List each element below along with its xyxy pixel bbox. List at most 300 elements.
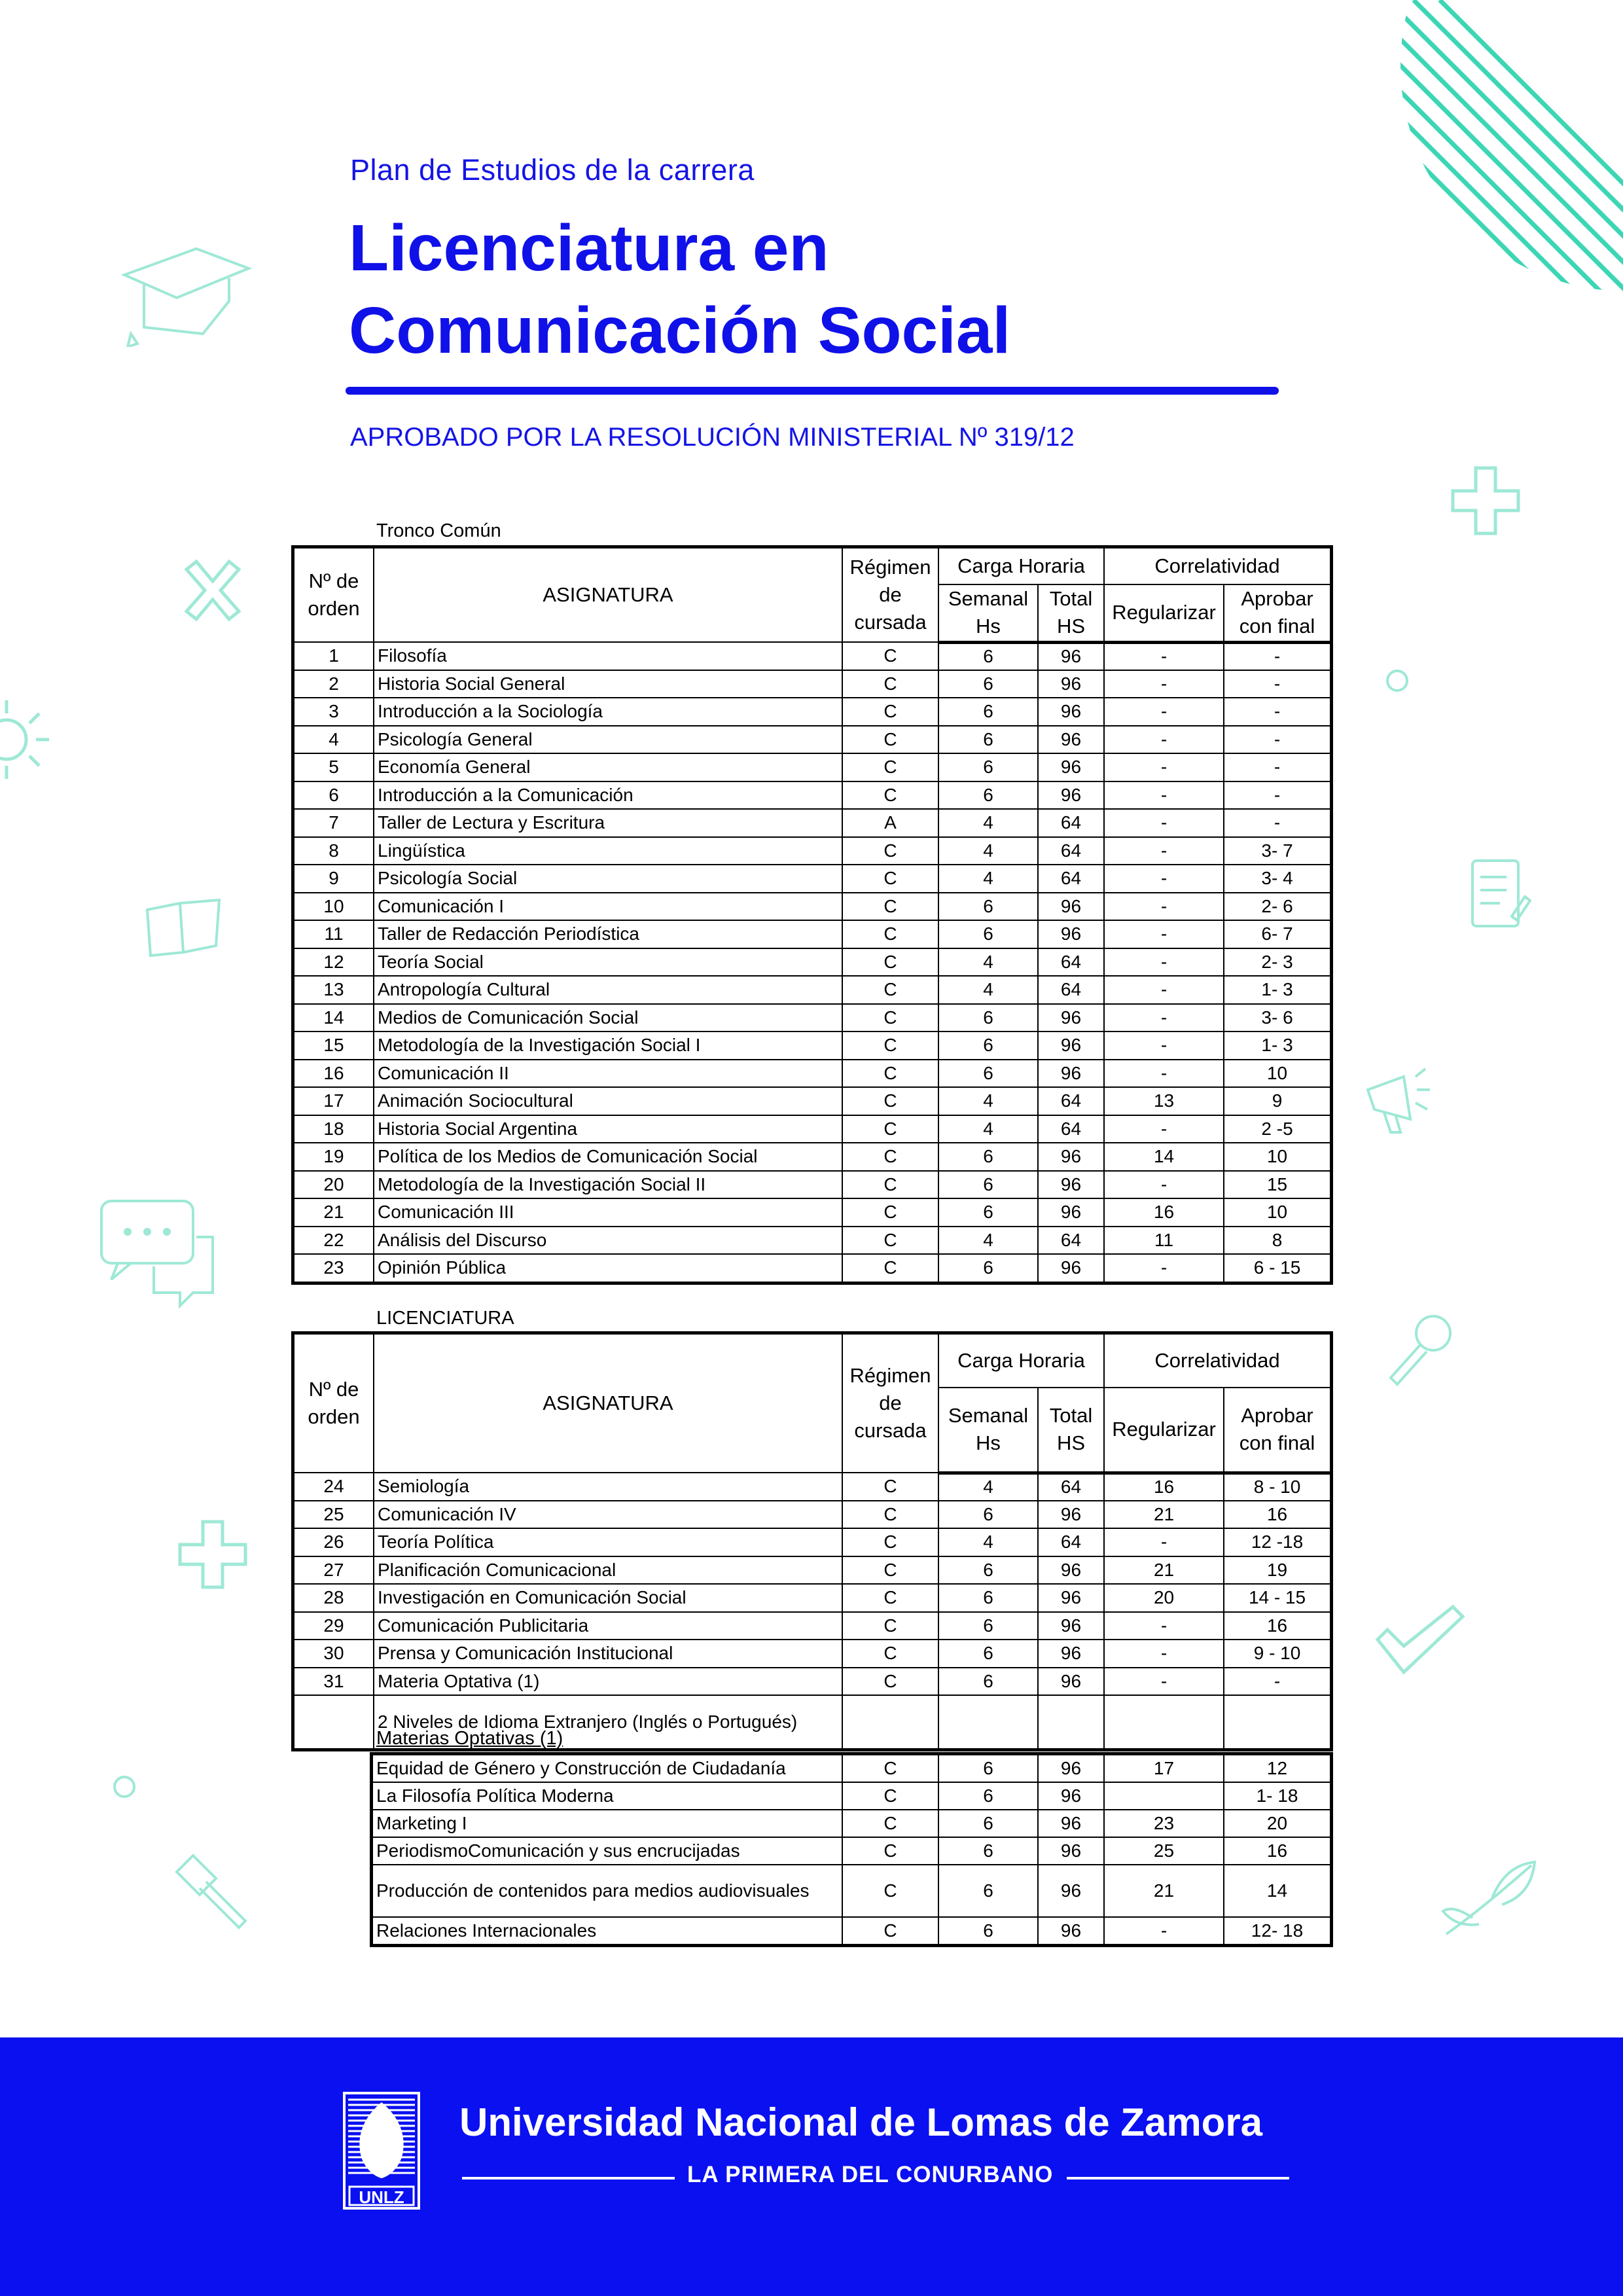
table-cell: 17 xyxy=(1104,1755,1224,1782)
table-cell: 6 xyxy=(938,1865,1038,1917)
header-regularizar: Regularizar xyxy=(1104,584,1224,642)
table-cell: 14 xyxy=(294,1004,374,1032)
table-cell: 4 xyxy=(938,1087,1038,1115)
table-cell: Psicología General xyxy=(374,726,842,754)
table-cell: 6 xyxy=(938,1556,1038,1585)
table-cell: 16 xyxy=(1224,1837,1330,1865)
section-label-licenciatura: LICENCIATURA xyxy=(376,1308,514,1329)
table-cell: 2- 6 xyxy=(1224,893,1330,921)
table-cell: 6 xyxy=(938,1837,1038,1865)
table-cell xyxy=(1104,1782,1224,1810)
table-cell: - xyxy=(1224,809,1330,837)
table-cell xyxy=(842,1695,938,1749)
table-cell: 12 xyxy=(294,948,374,977)
table-cell: 96 xyxy=(1038,1837,1104,1865)
table-cell: PeriodismoComunicación y sus encrucijadas xyxy=(372,1837,842,1865)
table-row xyxy=(294,753,1330,781)
table-cell: 11 xyxy=(1104,1227,1224,1255)
table-row xyxy=(294,726,1330,754)
table-cell: Medios de Comunicación Social xyxy=(374,1004,842,1032)
table-cell: 64 xyxy=(1038,865,1104,893)
table-cell: 6 xyxy=(938,781,1038,810)
table-cell: 64 xyxy=(1038,837,1104,865)
table-cell xyxy=(1104,1695,1224,1749)
table-cell: 31 xyxy=(294,1668,374,1696)
header-carga-horaria: Carga Horaria xyxy=(938,548,1104,584)
table-row xyxy=(294,1031,1330,1060)
table-cell: 15 xyxy=(294,1031,374,1060)
table-cell: 96 xyxy=(1038,1254,1104,1282)
title-line-2: Comunicación Social xyxy=(349,294,1011,367)
header-regularizar: Regularizar xyxy=(1104,1388,1224,1473)
table-cell: C xyxy=(842,1528,938,1556)
table-cell xyxy=(938,1695,1038,1749)
table-cell: 6 xyxy=(938,1640,1038,1668)
section-label-tronco: Tronco Común xyxy=(376,520,501,541)
table-cell: 12 xyxy=(1224,1755,1330,1782)
table-cell: 96 xyxy=(1038,1640,1104,1668)
table-cell: Producción de contenidos para medios audiovisuales xyxy=(372,1865,842,1917)
table-row xyxy=(294,865,1330,893)
university-name: Universidad Nacional de Lomas de Zamora xyxy=(459,2100,1263,2144)
stripe-circle-decoration xyxy=(1400,0,1623,301)
table-cell: 6 xyxy=(938,642,1038,670)
table-cell: A xyxy=(842,809,938,837)
table-cell: 4 xyxy=(938,976,1038,1004)
table-cell: 96 xyxy=(1038,1556,1104,1585)
table-cell: Comunicación II xyxy=(374,1060,842,1088)
table-cell: Filosofía xyxy=(374,642,842,670)
tagline-rule-left xyxy=(462,2177,675,2179)
table-row xyxy=(372,1810,1330,1837)
table-cell: - xyxy=(1104,920,1224,948)
table-cell: Relaciones Internacionales xyxy=(372,1917,842,1945)
table-cell: C xyxy=(842,1837,938,1865)
table-cell: 20 xyxy=(1104,1584,1224,1612)
table-cell: 21 xyxy=(1104,1865,1224,1917)
table-cell: - xyxy=(1104,1031,1224,1060)
table-cell: 5 xyxy=(294,753,374,781)
table-cell: 4 xyxy=(938,837,1038,865)
leaf-icon xyxy=(1440,1859,1541,1944)
table-cell: 96 xyxy=(1038,781,1104,810)
header-total: Total HS xyxy=(1038,584,1104,642)
table-cell: 17 xyxy=(294,1087,374,1115)
table-cell: C xyxy=(842,1473,938,1501)
header-regimen: Régimen de cursada xyxy=(842,1334,938,1473)
table-cell: C xyxy=(842,1087,938,1115)
megaphone-icon xyxy=(1358,1064,1433,1136)
table-cell: 96 xyxy=(1038,920,1104,948)
table-cell: C xyxy=(842,1115,938,1143)
table-cell: 23 xyxy=(1104,1810,1224,1837)
table-cell: 26 xyxy=(294,1528,374,1556)
table-cell: C xyxy=(842,1917,938,1945)
table-cell: 16 xyxy=(1224,1612,1330,1640)
table-row xyxy=(294,1198,1330,1227)
table-row xyxy=(372,1917,1330,1945)
table-cell: 3- 4 xyxy=(1224,865,1330,893)
table-row xyxy=(294,809,1330,837)
table-row xyxy=(294,698,1330,726)
table-cell: C xyxy=(842,1143,938,1171)
table-row xyxy=(294,670,1330,698)
table-cell: 30 xyxy=(294,1640,374,1668)
table-cell: C xyxy=(842,1865,938,1917)
table-cell: 96 xyxy=(1038,1612,1104,1640)
table-cell: 19 xyxy=(294,1143,374,1171)
graduation-cap-icon xyxy=(118,236,255,347)
table-cell: Comunicación IV xyxy=(374,1501,842,1529)
table-cell: 96 xyxy=(1038,642,1104,670)
table-cell: 10 xyxy=(1224,1143,1330,1171)
table-cell: 12 -18 xyxy=(1224,1528,1330,1556)
table-cell: C xyxy=(842,865,938,893)
table-cell: 6 xyxy=(938,1143,1038,1171)
table-cell: - xyxy=(1104,865,1224,893)
table-cell: 64 xyxy=(1038,976,1104,1004)
page-title xyxy=(349,207,1010,372)
table-cell: 4 xyxy=(938,948,1038,977)
table-cell: Política de los Medios de Comunicación Social xyxy=(374,1143,842,1171)
table-cell: 6 xyxy=(938,1782,1038,1810)
table-row xyxy=(294,1584,1330,1612)
table-cell: Taller de Redacción Periodística xyxy=(374,920,842,948)
table-row xyxy=(294,1473,1330,1501)
table-cell: - xyxy=(1224,726,1330,754)
table-row xyxy=(294,1060,1330,1088)
table-cell: Historia Social General xyxy=(374,670,842,698)
table-cell: - xyxy=(1104,1668,1224,1696)
header-semanal: Semanal Hs xyxy=(938,584,1038,642)
table-cell: C xyxy=(842,920,938,948)
table-cell: 2- 3 xyxy=(1224,948,1330,977)
table-cell: 14 xyxy=(1224,1865,1330,1917)
table-cell: C xyxy=(842,698,938,726)
table-cell: C xyxy=(842,1612,938,1640)
table-cell: 14 - 15 xyxy=(1224,1584,1330,1612)
table-row xyxy=(294,781,1330,810)
table-row xyxy=(294,837,1330,865)
table-cell: - xyxy=(1224,698,1330,726)
table-cell: C xyxy=(842,1254,938,1282)
table-cell: - xyxy=(1224,670,1330,698)
table-cell: 14 xyxy=(1104,1143,1224,1171)
table-cell: 64 xyxy=(1038,1087,1104,1115)
table-cell: - xyxy=(1224,1668,1330,1696)
table-cell: - xyxy=(1104,1171,1224,1199)
table-row xyxy=(294,1556,1330,1585)
table-cell: 18 xyxy=(294,1115,374,1143)
table-cell: Metodología de la Investigación Social II xyxy=(374,1171,842,1199)
table-cell: Comunicación III xyxy=(374,1198,842,1227)
table-cell: 23 xyxy=(294,1254,374,1282)
table-row xyxy=(294,642,1330,670)
optativas-rows xyxy=(372,1755,1330,1945)
table-row xyxy=(294,920,1330,948)
table-cell: - xyxy=(1104,1004,1224,1032)
plus-icon-2 xyxy=(177,1518,249,1590)
table-cell: C xyxy=(842,1640,938,1668)
table-cell: 10 xyxy=(1224,1060,1330,1088)
table-cell: 1- 3 xyxy=(1224,976,1330,1004)
table-cell: 6 xyxy=(938,1755,1038,1782)
table-cell: Historia Social Argentina xyxy=(374,1115,842,1143)
table-row xyxy=(294,976,1330,1004)
unlz-logo xyxy=(343,2092,420,2210)
table-cell: 96 xyxy=(1038,1755,1104,1782)
close-x-icon xyxy=(180,556,245,628)
table-cell: 3- 6 xyxy=(1224,1004,1330,1032)
table-cell: 96 xyxy=(1038,1917,1104,1945)
table-cell: 6 xyxy=(938,670,1038,698)
table-cell: Antropología Cultural xyxy=(374,976,842,1004)
table-row xyxy=(372,1865,1330,1917)
table-cell: - xyxy=(1104,837,1224,865)
table-cell: 8 xyxy=(294,837,374,865)
section-label-optativas: Materias Optativas (1) xyxy=(376,1728,563,1749)
table-cell: 96 xyxy=(1038,1060,1104,1088)
table-cell: 96 xyxy=(1038,1171,1104,1199)
table-cell: - xyxy=(1224,781,1330,810)
table-cell: Animación Sociocultural xyxy=(374,1087,842,1115)
table-cell: Psicología Social xyxy=(374,865,842,893)
table-cell: C xyxy=(842,1171,938,1199)
table-cell: 6 xyxy=(938,1917,1038,1945)
table-row xyxy=(372,1755,1330,1782)
table-cell: - xyxy=(1104,1640,1224,1668)
table-cell: 2 xyxy=(294,670,374,698)
header-asignatura: ASIGNATURA xyxy=(374,1334,842,1473)
table-cell: 96 xyxy=(1038,698,1104,726)
table-cell: - xyxy=(1104,726,1224,754)
table-cell: C xyxy=(842,1810,938,1837)
table-cell: 4 xyxy=(938,1473,1038,1501)
table-cell: - xyxy=(1104,753,1224,781)
table-cell: 4 xyxy=(938,1528,1038,1556)
table-cell: 64 xyxy=(1038,948,1104,977)
header-aprobar: Aprobar con final xyxy=(1224,1388,1330,1473)
table-cell xyxy=(1038,1695,1104,1749)
table-cell: C xyxy=(842,1060,938,1088)
table-cell: 96 xyxy=(1038,1143,1104,1171)
optativas-table xyxy=(372,1754,1331,1945)
table-cell: 6 xyxy=(938,893,1038,921)
small-circle-icon-2 xyxy=(111,1774,137,1800)
table-row xyxy=(294,1087,1330,1115)
table-cell: - xyxy=(1104,1115,1224,1143)
table-cell: - xyxy=(1104,893,1224,921)
table-cell: C xyxy=(842,1668,938,1696)
table-row xyxy=(294,1227,1330,1255)
table-row xyxy=(294,1668,1330,1696)
table-row xyxy=(294,1254,1330,1282)
small-circle-icon xyxy=(1384,668,1410,694)
table-cell: Semiología xyxy=(374,1473,842,1501)
title-underline xyxy=(346,387,1279,395)
table-cell: 6- 7 xyxy=(1224,920,1330,948)
table-cell: 6 xyxy=(938,1584,1038,1612)
table-cell: - xyxy=(1104,670,1224,698)
table-cell: 64 xyxy=(1038,1115,1104,1143)
table-row xyxy=(372,1837,1330,1865)
table-cell: C xyxy=(842,948,938,977)
table-cell xyxy=(1224,1695,1330,1749)
table-cell: 21 xyxy=(294,1198,374,1227)
table-cell: 96 xyxy=(1038,753,1104,781)
table-cell: 4 xyxy=(938,865,1038,893)
table-cell: Comunicación I xyxy=(374,893,842,921)
table-cell: Materia Optativa (1) xyxy=(374,1668,842,1696)
table-cell: 9 xyxy=(294,865,374,893)
table-cell: 28 xyxy=(294,1584,374,1612)
table-cell: 6 xyxy=(938,1171,1038,1199)
table-cell: 96 xyxy=(1038,1198,1104,1227)
table-cell: 1 xyxy=(294,642,374,670)
table-cell: - xyxy=(1104,1612,1224,1640)
header-semanal: Semanal Hs xyxy=(938,1388,1038,1473)
microphone-icon xyxy=(1384,1312,1456,1388)
table-cell: 6 xyxy=(938,920,1038,948)
table-cell: 4 xyxy=(938,809,1038,837)
table-row xyxy=(294,1115,1330,1143)
tagline-rule-right xyxy=(1067,2177,1289,2179)
table-cell: 16 xyxy=(1104,1473,1224,1501)
gavel-icon xyxy=(170,1852,249,1931)
table-cell: 6 xyxy=(938,1501,1038,1529)
table-cell: Teoría Política xyxy=(374,1528,842,1556)
table-cell: 25 xyxy=(1104,1837,1224,1865)
table-cell: 96 xyxy=(1038,1501,1104,1529)
table-cell: 6 xyxy=(938,1031,1038,1060)
chat-bubbles-icon xyxy=(98,1198,219,1312)
table-row xyxy=(294,1528,1330,1556)
table-row xyxy=(294,1171,1330,1199)
resolution-subtitle: APROBADO POR LA RESOLUCIÓN MINISTERIAL Nº 319/12 xyxy=(350,423,1075,452)
table-cell: 6 xyxy=(938,1060,1038,1088)
table-cell: C xyxy=(842,1556,938,1585)
table-cell: C xyxy=(842,837,938,865)
table-cell: 6 xyxy=(938,1254,1038,1282)
gear-icon xyxy=(0,681,59,798)
header-orden: Nº de orden xyxy=(294,1334,374,1473)
table-cell: - xyxy=(1104,698,1224,726)
checkmark-icon xyxy=(1374,1604,1466,1676)
table-cell: C xyxy=(842,726,938,754)
table-cell: Prensa y Comunicación Institucional xyxy=(374,1640,842,1668)
header-correlatividad: Correlatividad xyxy=(1104,1334,1330,1388)
table-cell: C xyxy=(842,1198,938,1227)
table-cell: Opinión Pública xyxy=(374,1254,842,1282)
table-cell: 11 xyxy=(294,920,374,948)
table-cell: 9 - 10 xyxy=(1224,1640,1330,1668)
table-cell: 16 xyxy=(294,1060,374,1088)
table-cell: 13 xyxy=(294,976,374,1004)
table-cell: 27 xyxy=(294,1556,374,1585)
table-cell: 64 xyxy=(1038,1227,1104,1255)
table-cell: 4 xyxy=(294,726,374,754)
table-cell: Equidad de Género y Construcción de Ciudadanía xyxy=(372,1755,842,1782)
table-cell: 13 xyxy=(1104,1087,1224,1115)
table-cell: 96 xyxy=(1038,1810,1104,1837)
table-row xyxy=(294,1640,1330,1668)
table-cell: Comunicación Publicitaria xyxy=(374,1612,842,1640)
table-cell: 9 xyxy=(1224,1087,1330,1115)
table-cell: 6 xyxy=(294,781,374,810)
table-cell: 6 xyxy=(938,698,1038,726)
table-cell: C xyxy=(842,1782,938,1810)
table-cell xyxy=(294,1695,374,1749)
table-cell: 21 xyxy=(1104,1501,1224,1529)
table-cell: Lingüística xyxy=(374,837,842,865)
table-cell: 6 xyxy=(938,753,1038,781)
table-cell: 1- 18 xyxy=(1224,1782,1330,1810)
table-cell: 3- 7 xyxy=(1224,837,1330,865)
table-cell: 1- 3 xyxy=(1224,1031,1330,1060)
header-aprobar: Aprobar con final xyxy=(1224,584,1330,642)
table-header xyxy=(294,1334,1330,1473)
checklist-icon xyxy=(1466,854,1531,939)
table-row xyxy=(294,1004,1330,1032)
table-cell: 20 xyxy=(294,1171,374,1199)
table-cell: 4 xyxy=(938,1115,1038,1143)
table-cell: Marketing I xyxy=(372,1810,842,1837)
table-cell: 2 -5 xyxy=(1224,1115,1330,1143)
table-cell: 8 - 10 xyxy=(1224,1473,1330,1501)
table-cell: 8 xyxy=(1224,1227,1330,1255)
header-orden: Nº de orden xyxy=(294,548,374,642)
table-cell: 24 xyxy=(294,1473,374,1501)
table-cell: 96 xyxy=(1038,1782,1104,1810)
table-cell: - xyxy=(1104,948,1224,977)
table-cell: 6 xyxy=(938,1004,1038,1032)
table-cell: - xyxy=(1104,642,1224,670)
table-cell: 96 xyxy=(1038,1031,1104,1060)
table-cell: C xyxy=(842,1501,938,1529)
table-cell: C xyxy=(842,753,938,781)
table-cell: C xyxy=(842,976,938,1004)
table-cell: 10 xyxy=(1224,1198,1330,1227)
table-cell: C xyxy=(842,1227,938,1255)
header-correlatividad: Correlatividad xyxy=(1104,548,1330,584)
header-asignatura: ASIGNATURA xyxy=(374,548,842,642)
table-cell: Economía General xyxy=(374,753,842,781)
pretitle: Plan de Estudios de la carrera xyxy=(350,153,755,187)
table-cell: - xyxy=(1104,976,1224,1004)
table-cell: 96 xyxy=(1038,1004,1104,1032)
table-cell: Planificación Comunicacional xyxy=(374,1556,842,1585)
table-cell: C xyxy=(842,642,938,670)
table-cell: Metodología de la Investigación Social I xyxy=(374,1031,842,1060)
table-row xyxy=(294,1501,1330,1529)
idioma-requirement: 2 Niveles de Idioma Extranjero (Inglés o Portugués) xyxy=(374,1695,842,1749)
table-cell: - xyxy=(1104,1254,1224,1282)
table-cell: C xyxy=(842,893,938,921)
logo-text: UNLZ xyxy=(359,2187,404,2207)
header-total: Total HS xyxy=(1038,1388,1104,1473)
tronco-rows xyxy=(294,642,1330,1282)
table-row xyxy=(294,893,1330,921)
table-cell: 96 xyxy=(1038,1865,1104,1917)
table-cell: 20 xyxy=(1224,1810,1330,1837)
header-carga-horaria: Carga Horaria xyxy=(938,1334,1104,1388)
table-row xyxy=(372,1782,1330,1810)
table-cell: 7 xyxy=(294,809,374,837)
table-cell: Investigación en Comunicación Social xyxy=(374,1584,842,1612)
table-cell: 4 xyxy=(938,1227,1038,1255)
table-cell: - xyxy=(1104,1917,1224,1945)
table-cell: C xyxy=(842,1755,938,1782)
